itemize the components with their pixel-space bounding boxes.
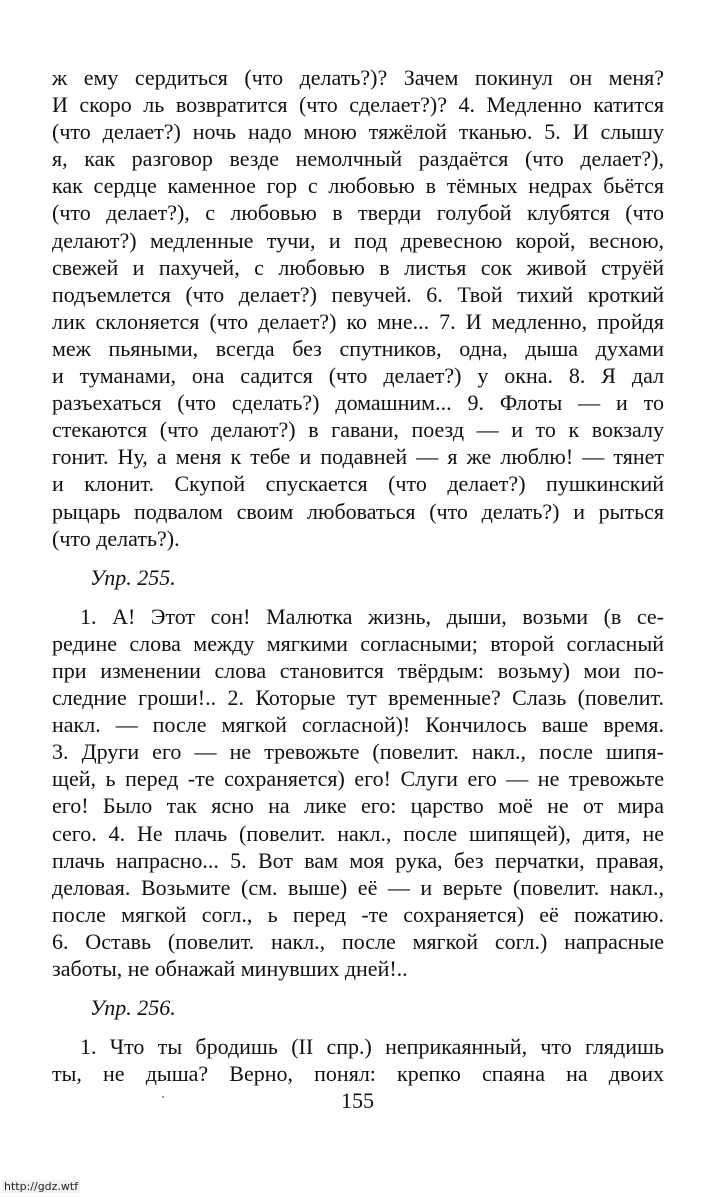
exercise-heading-256: Упр. 256. — [90, 995, 176, 1021]
exercise-256-answer — [52, 1033, 664, 1087]
text-line: (что делать?). — [52, 525, 180, 551]
text-line: (что делает?) ночь надо мною тяжёлой тканью. 5. И слышу — [52, 119, 664, 145]
spacer — [52, 1021, 664, 1033]
text-line: после мягкой согл., ь перед -те сохраняется) её пожатию. — [52, 901, 664, 927]
exercise-heading-255: Упр. 255. — [90, 564, 176, 590]
text-line: его! Было так ясно на лике его: царство моё не от мира — [52, 793, 664, 819]
text-line: деловая. Возьмите (см. выше) её — и верьте (повелит. накл., — [52, 874, 664, 900]
text-line: 1. А! Этот сон! Малютка жизнь, дыши, возьми (в се- — [80, 603, 664, 629]
text-line: И скоро ль возвратится (что сделает?)? 4. Медленно катится — [52, 92, 664, 118]
text-line: ты, не дыша? Верно, понял: крепко спаяна на двоих — [52, 1061, 664, 1087]
spacer — [52, 982, 664, 994]
text-line: и туманами, она садится (что делает?) у окна. 8. Я дал — [52, 363, 664, 389]
text-line: заботы, не обнажай минувших дней!.. — [52, 956, 408, 981]
text-line: сего. 4. Не плачь (повелит. накл., после шипящей), дитя, не — [52, 820, 664, 846]
spacer — [52, 591, 664, 603]
text-line: свежей и пахучей, с любовью в листья сок живой струёй — [52, 254, 664, 280]
text-line: 1. Что ты бродишь (II спр.) неприкаянный, что глядишь — [80, 1034, 664, 1060]
text-line: стекаются (что делают?) в гавани, поезд — и то к вокзалу — [52, 417, 664, 443]
text-line: и клонит. Скупой спускается (что делает?) пушкинский — [52, 471, 664, 497]
text-line: лик склоняется (что делает?) ко мне... 7. И медленно, пройдя — [52, 308, 664, 334]
paragraph-continuation — [52, 64, 664, 552]
text-line: при изменении слова становится твёрдым: возьму) мои по- — [52, 657, 664, 683]
page-number: 155 — [341, 1088, 374, 1113]
text-line: плачь напрасно... 5. Вот вам моя рука, без перчатки, правая, — [52, 847, 664, 873]
exercise-255-answer — [52, 603, 664, 982]
text-line: щей, ь перед -те сохраняется) его! Слуги его — не тревожьте — [52, 766, 664, 792]
text-line: как сердце каменное гор с любовью в тёмных недрах бьётся — [52, 173, 664, 199]
text-line: 6. Оставь (повелит. накл., после мягкой согл.) напрасные — [52, 928, 664, 954]
text-line: разъехаться (что сделать?) домашним... 9. Флоты — и то — [52, 390, 664, 416]
text-line: я, как разговор везде немолчный раздаётся (что делает?), — [52, 146, 664, 172]
text-line: (что делает?), с любовью в тверди голубой клубятся (что — [52, 200, 664, 226]
site-watermark: http://gdz.wtf — [4, 1180, 79, 1193]
text-line: накл. — после мягкой согласной)! Кончилось ваше время. — [52, 712, 664, 738]
text-line: 3. Други его — не тревожьте (повелит. накл., после шипя- — [52, 739, 664, 765]
text-line: следние гроши!.. 2. Которые тут временные? Слазь (повелит. — [52, 685, 664, 711]
spacer — [52, 552, 664, 564]
text-line: меж пьяными, всегда без спутников, одна, дыша духами — [52, 335, 664, 361]
text-line: гонит. Ну, а меня к тебе и подавней — я же люблю! — тянет — [52, 444, 664, 470]
page-text — [52, 64, 664, 1087]
text-line: ж ему сердиться (что делать?)? Зачем покинул он меня? — [52, 65, 664, 90]
text-line: подъемлется (что делает?) певучей. 6. Твой тихий кроткий — [52, 281, 664, 307]
text-line: редине слова между мягкими согласными; второй согласный — [52, 630, 664, 656]
text-line: рыцарь подвалом своим любоваться (что делать?) и рыться — [52, 498, 664, 524]
text-line: делают?) медленные тучи, и под древесною корой, весною, — [52, 227, 664, 253]
